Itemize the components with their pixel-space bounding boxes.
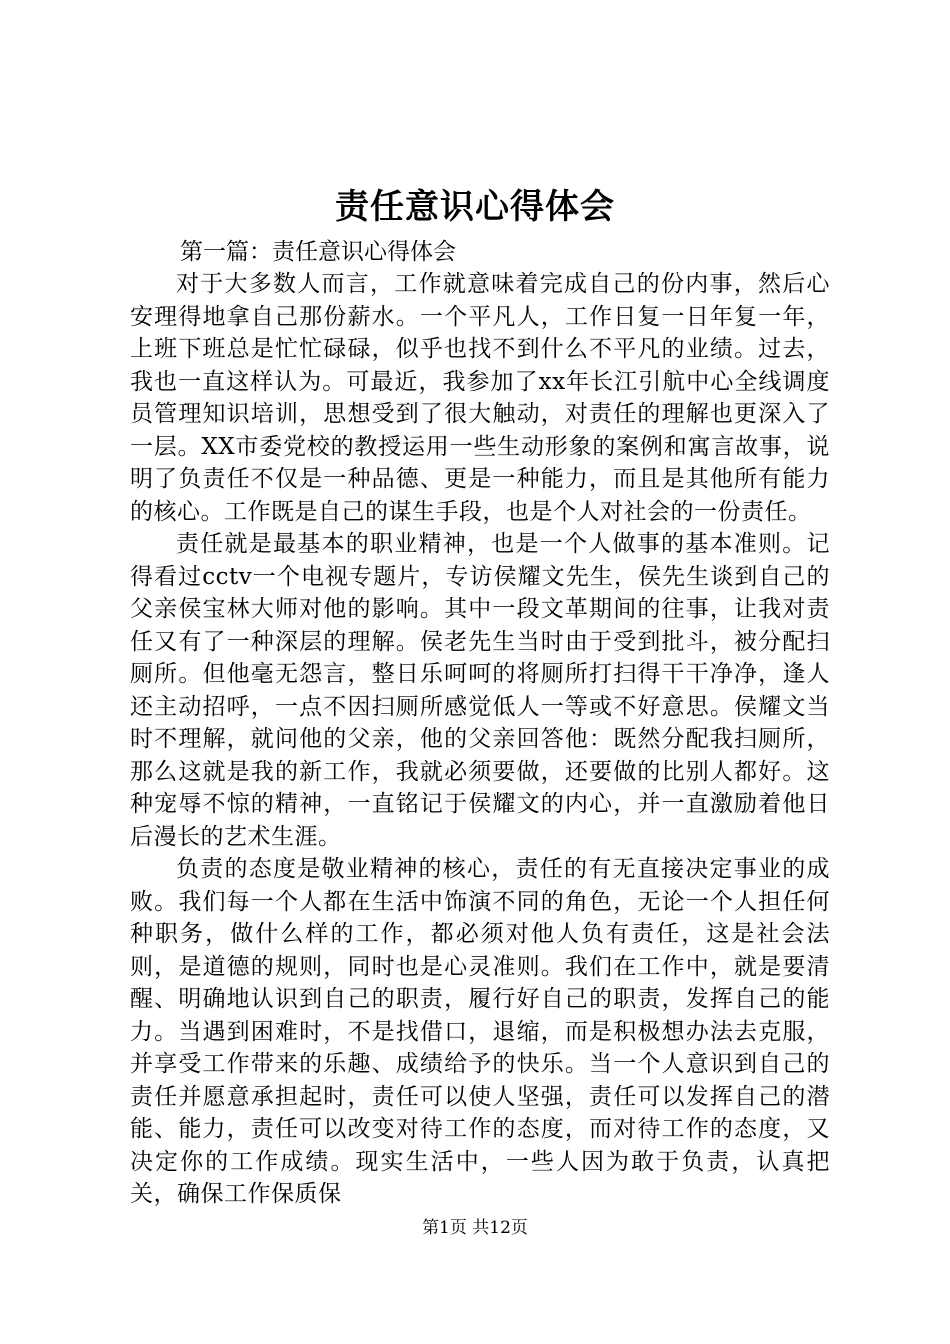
paragraph: 责任就是最基本的职业精神，也是一个人做事的基本准则。记得看过cctv一个电视专题片，专访侯耀文先生，侯先生谈到自己的父亲侯宝林大师对他的影响。其中一段文革期间的往事，让我对责任又有了一种深层的理解。侯老先生当时由于受到批斗，被分配扫厕所。但他毫无怨言，整日乐呵呵的将厕所打扫得干干净净，逢人还主动招呼，一点不因扫厕所感觉低人一等或不好意思。侯耀文当时不理解，就问他的父亲，他的父亲回答他：既然分配我扫厕所，那么这就是我的新工作，我就必须要做，还要做的比别人都好。这种宠辱不惊的精神，一直铭记于侯耀文的内心，并一直激励着他日后漫长的艺术生涯。	[130, 531, 830, 850]
paragraph: 负责的态度是敬业精神的核心，责任的有无直接决定事业的成败。我们每一个人都在生活中饰演不同的角色，无论一个人担任何种职务，做什么样的工作，都必须对他人负有责任，这是社会法则，是道德的规则，同时也是心灵准则。我们在工作中，就是要清醒、明确地认识到自己的职责，履行好自己的职责，发挥自己的能力。当遇到困难时，不是找借口，退缩，而是积极想办法去克服，并享受工作带来的乐趣、成绩给予的快乐。当一个人意识到自己的责任并愿意承担起时，责任可以使人坚强，责任可以发挥自己的潜能、能力，责任可以改变对待工作的态度，而对待工作的态度，又决定你的工作成绩。现实生活中，一些人因为敢于负责，认真把关，确保工作保质保	[130, 856, 830, 1207]
page-footer: 第1页 共12页	[422, 1218, 528, 1238]
document-title: 责任意识心得体会	[335, 187, 615, 227]
paragraph: 对于大多数人而言，工作就意味着完成自己的份内事，然后心安理得地拿自己那份薪水。一个平凡人，工作日复一日年复一年，上班下班总是忙忙碌碌，似乎也找不到什么不平凡的业绩。过去，我也一直这样认为。可最近，我参加了xx年长江引航中心全线调度员管理知识培训，思想受到了很大触动，对责任的理解也更深入了一层。XX市委党校的教授运用一些生动形象的案例和寓言故事，说明了负责任不仅是一种品德、更是一种能力，而且是其他所有能力的核心。工作既是自己的谋生手段，也是个人对社会的一份责任。	[130, 271, 830, 525]
document-body	[130, 268, 830, 1211]
section-heading: 第一篇：责任意识心得体会	[180, 239, 456, 265]
